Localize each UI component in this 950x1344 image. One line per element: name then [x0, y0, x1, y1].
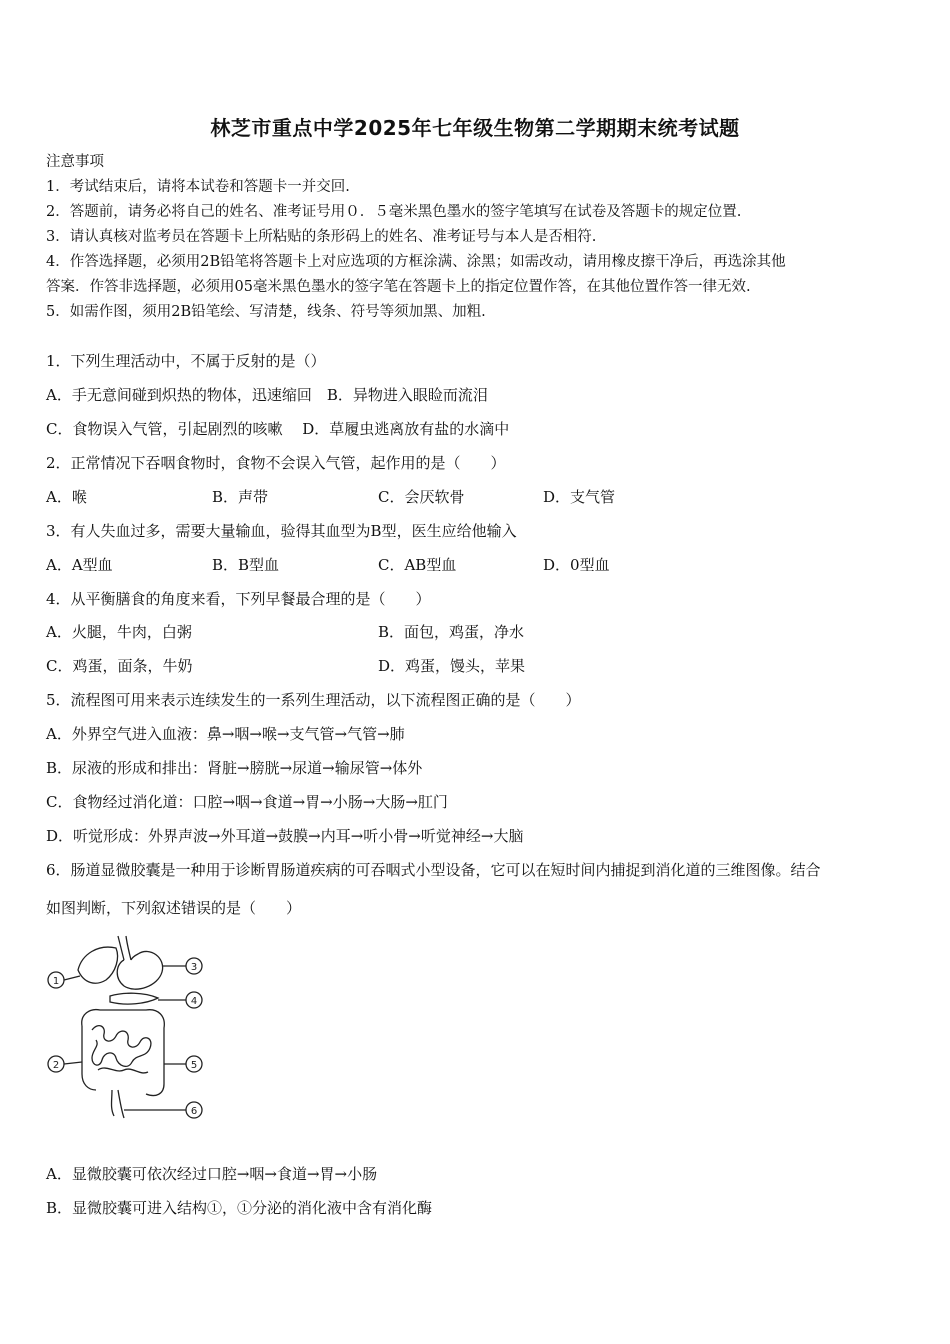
figure-label-1: 1 [52, 976, 60, 987]
question-4-stem: 4．从平衡膳食的角度来看，下列早餐最合理的是（ ） [46, 590, 431, 608]
page-title: 林芝市重点中学2025年七年级生物第二学期期末统考试题 [210, 116, 740, 140]
figure-label-2: 2 [52, 1060, 60, 1071]
question-3-option-a: A．A型血 [46, 556, 113, 574]
question-1-options-cd: C．食物误入气管，引起剧烈的咳嗽 D．草履虫逃离放有盐的水滴中 [46, 420, 510, 438]
notes-item: 2．答题前，请务必将自己的姓名、准考证号用０．５毫米黑色墨水的签字笔填写在试卷及答题卡的规定位置. [46, 204, 742, 220]
notes-item: 1．考试结束后，请将本试卷和答题卡一并交回. [46, 179, 350, 195]
question-1-stem: 1．下列生理活动中，不属于反射的是（） [46, 352, 326, 370]
notes-item: 5．如需作图，须用2B铅笔绘、写清楚，线条、符号等须加黑、加粗. [46, 304, 486, 320]
notes-heading: 注意事项 [46, 154, 104, 170]
digestive-system-figure [46, 934, 206, 1124]
question-2-option-c: C．会厌软骨 [378, 488, 465, 506]
large-intestine-shape [82, 1010, 165, 1096]
question-5-stem: 5．流程图可用来表示连续发生的一系列生理活动，以下流程图正确的是（ ） [46, 691, 581, 709]
question-4-option-d: D．鸡蛋，馒头，苹果 [378, 657, 526, 675]
question-3-option-b: B．B型血 [212, 556, 280, 574]
pancreas-shape [110, 993, 158, 1004]
question-6-stem-line-1: 6．肠道显微胶囊是一种用于诊断胃肠道疾病的可吞咽式小型设备，它可以在短时间内捕捉到消化道的三维图像。结合 [46, 861, 821, 879]
question-3-option-c: C．AB型血 [378, 556, 457, 574]
liver-shape [78, 947, 118, 983]
small-intestine-shape [92, 1026, 151, 1067]
question-3-option-d: D．0型血 [543, 556, 610, 574]
question-5-option-a: A．外界空气进入血液：鼻→咽→喉→支气管→气管→肺 [46, 725, 405, 743]
question-2-option-a: A．喉 [46, 488, 87, 506]
notes-item: 3．请认真核对监考员在答题卡上所粘贴的条形码上的姓名、准考证号与本人是否相符. [46, 229, 597, 245]
figure-label-6: 6 [190, 1106, 198, 1117]
question-4-option-a: A．火腿，牛肉，白粥 [46, 623, 192, 641]
figure-label-4: 4 [190, 996, 198, 1007]
question-2-option-d: D．支气管 [543, 488, 616, 506]
notes-item: 4．作答选择题，必须用2B铅笔将答题卡上对应选项的方框涂满、涂黑；如需改动，请用橡皮擦干净后，再选涂其他 [46, 254, 786, 270]
question-6-option-b: B．显微胶囊可进入结构①，①分泌的消化液中含有消化酶 [46, 1199, 433, 1217]
question-5-option-d: D．听觉形成：外界声波→外耳道→鼓膜→内耳→听小骨→听觉神经→大脑 [46, 827, 524, 845]
question-2-option-b: B．声带 [212, 488, 269, 506]
esophagus-shape [118, 936, 124, 960]
question-1-options-ab: A．手无意间碰到炽热的物体，迅速缩回 B．异物进入眼睑而流泪 [46, 386, 488, 404]
figure-label-3: 3 [190, 962, 198, 973]
question-6-option-a: A．显微胶囊可依次经过口腔→咽→食道→胃→小肠 [46, 1165, 378, 1183]
figure-label-5: 5 [190, 1060, 198, 1071]
question-4-option-b: B．面包，鸡蛋，净水 [378, 623, 525, 641]
notes-item: 答案．作答非选择题，必须用05毫米黑色墨水的签字笔在答题卡上的指定位置作答，在其他位置作答一律无效. [46, 279, 751, 295]
question-4-option-c: C．鸡蛋，面条，牛奶 [46, 657, 193, 675]
question-5-option-c: C．食物经过消化道：口腔→咽→食道→胃→小肠→大肠→肛门 [46, 793, 448, 811]
stomach-shape [117, 951, 162, 989]
question-6-stem-line-2: 如图判断，下列叙述错误的是（ ） [46, 899, 302, 917]
question-5-option-b: B．尿液的形成和排出：肾脏→膀胱→尿道→输尿管→体外 [46, 759, 423, 777]
question-3-stem: 3．有人失血过多，需要大量输血，验得其血型为B型，医生应给他输入 [46, 522, 517, 540]
rectum-shape [118, 1090, 124, 1118]
question-2-stem: 2．正常情况下吞咽食物时，食物不会误入气管，起作用的是（ ） [46, 454, 506, 472]
